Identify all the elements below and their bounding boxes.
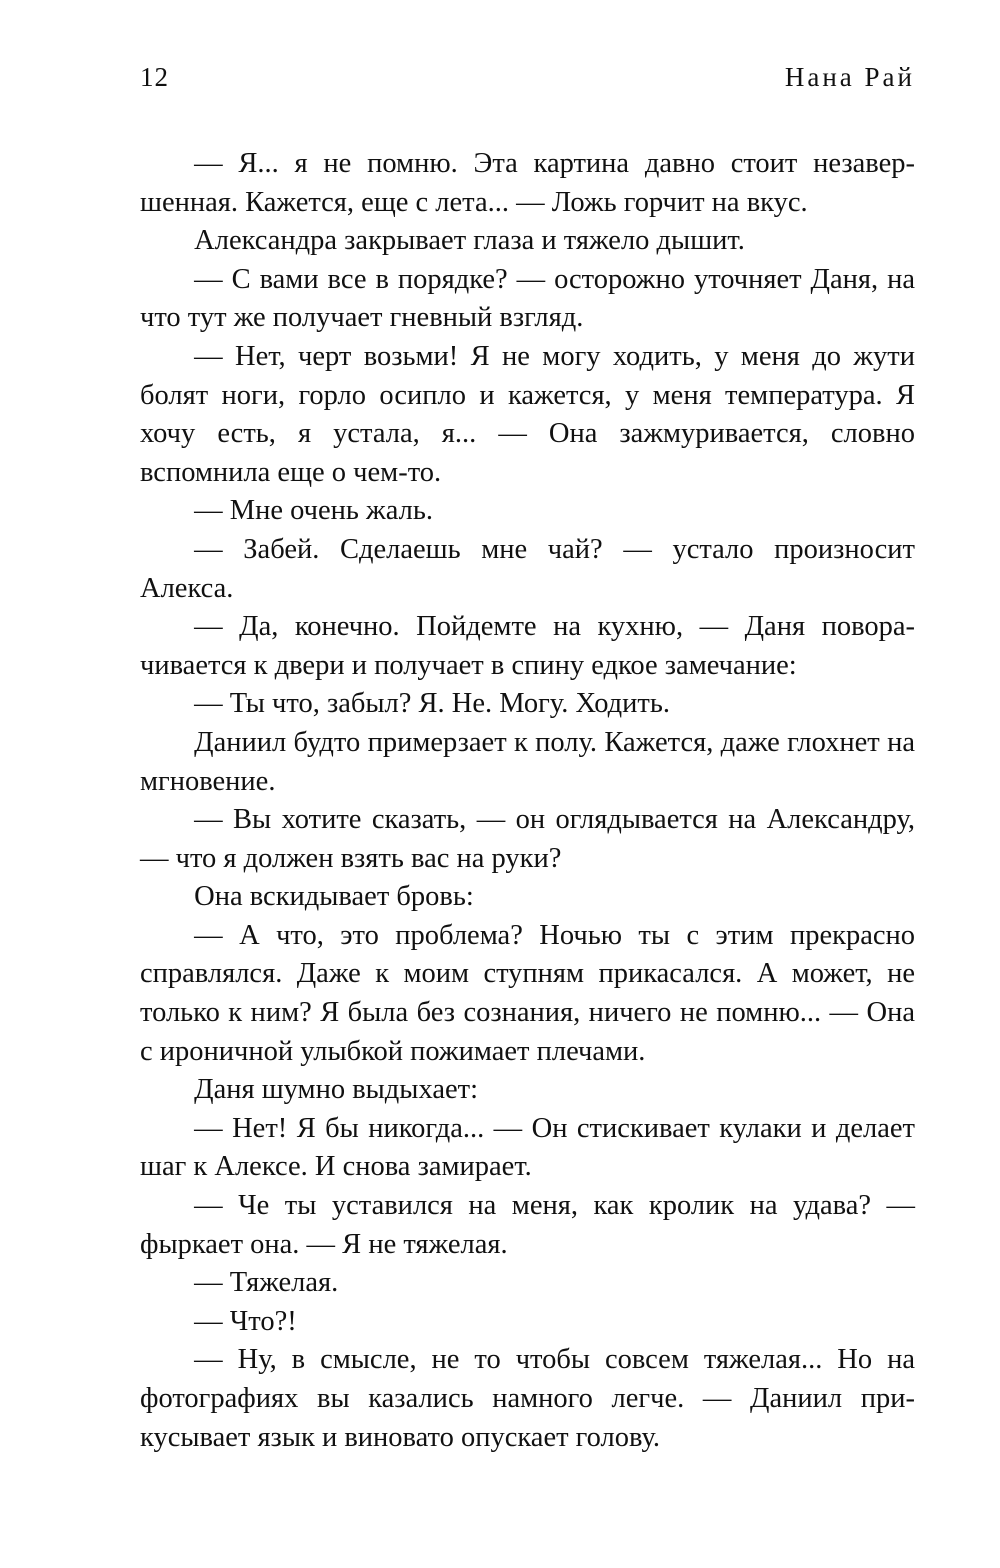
paragraph: — Нет, черт возьми! Я не могу ходить, у меня до жути болят ноги, горло осипло и кажется, у меня температура. Я хочу есть, я устала, я... — Она зажмуривается, словно вспомнила еще о чем-то. bbox=[140, 340, 915, 488]
paragraph: Александра закрывает глаза и тяжело дышит. bbox=[194, 225, 745, 257]
running-head-author: Нана Рай bbox=[784, 62, 915, 92]
paragraph: — Да, конечно. Пойдемте на кухню, — Даня поворачивается к двери и получает в спину едкое замечание: bbox=[140, 611, 915, 681]
page-number: 12 bbox=[140, 62, 169, 92]
paragraph: — Нет! Я бы никогда... — Он стискивает кулаки и делает шаг к Алексе. И снова замирает. bbox=[140, 1112, 915, 1183]
paragraph: — Я... я не помню. Эта картина давно стоит незавершенная. Кажется, еще с лета... — Ложь горчит на вкус. bbox=[140, 148, 915, 218]
paragraph: — Вы хотите сказать, — он оглядывается на Александру, — что я должен взять вас на руки? bbox=[140, 804, 915, 874]
page-header bbox=[140, 62, 915, 102]
paragraph: — Забей. Сделаешь мне чай? — устало произносит Алекса. bbox=[140, 533, 915, 604]
paragraph: — А что, это проблема? Ночью ты с этим прекрасно справлялся. Даже к моим ступням прикасался. А может, не только к ним? Я была без сознания, ничего не помню... — Она с ироничной улыбкой пожимает плечами. bbox=[140, 919, 915, 1067]
body-text bbox=[140, 145, 915, 1457]
paragraph: — Че ты уставился на меня, как кролик на удава? — фыркает она. — Я не тяжелая. bbox=[140, 1190, 915, 1260]
paragraph: — Что?! bbox=[194, 1305, 297, 1337]
paragraph: — Ты что, забыл? Я. Не. Могу. Ходить. bbox=[194, 688, 670, 720]
paragraph: — С вами все в порядке? — осторожно уточняет Даня, на что тут же получает гневный взгляд. bbox=[140, 263, 915, 334]
paragraph: — Мне очень жаль. bbox=[194, 495, 433, 527]
paragraph: Даниил будто примерзает к полу. Кажется, даже глохнет на мгновение. bbox=[140, 726, 915, 797]
paragraph: — Тяжелая. bbox=[194, 1267, 339, 1299]
paragraph: Даня шумно выдыхает: bbox=[194, 1074, 478, 1106]
paragraph: — Ну, в смысле, не то чтобы совсем тяжелая... Но на фотографиях вы казались намного легче. — Даниил прикусывает язык и виновато опускает голову. bbox=[140, 1344, 915, 1453]
paragraph: Она вскидывает бровь: bbox=[194, 881, 474, 913]
